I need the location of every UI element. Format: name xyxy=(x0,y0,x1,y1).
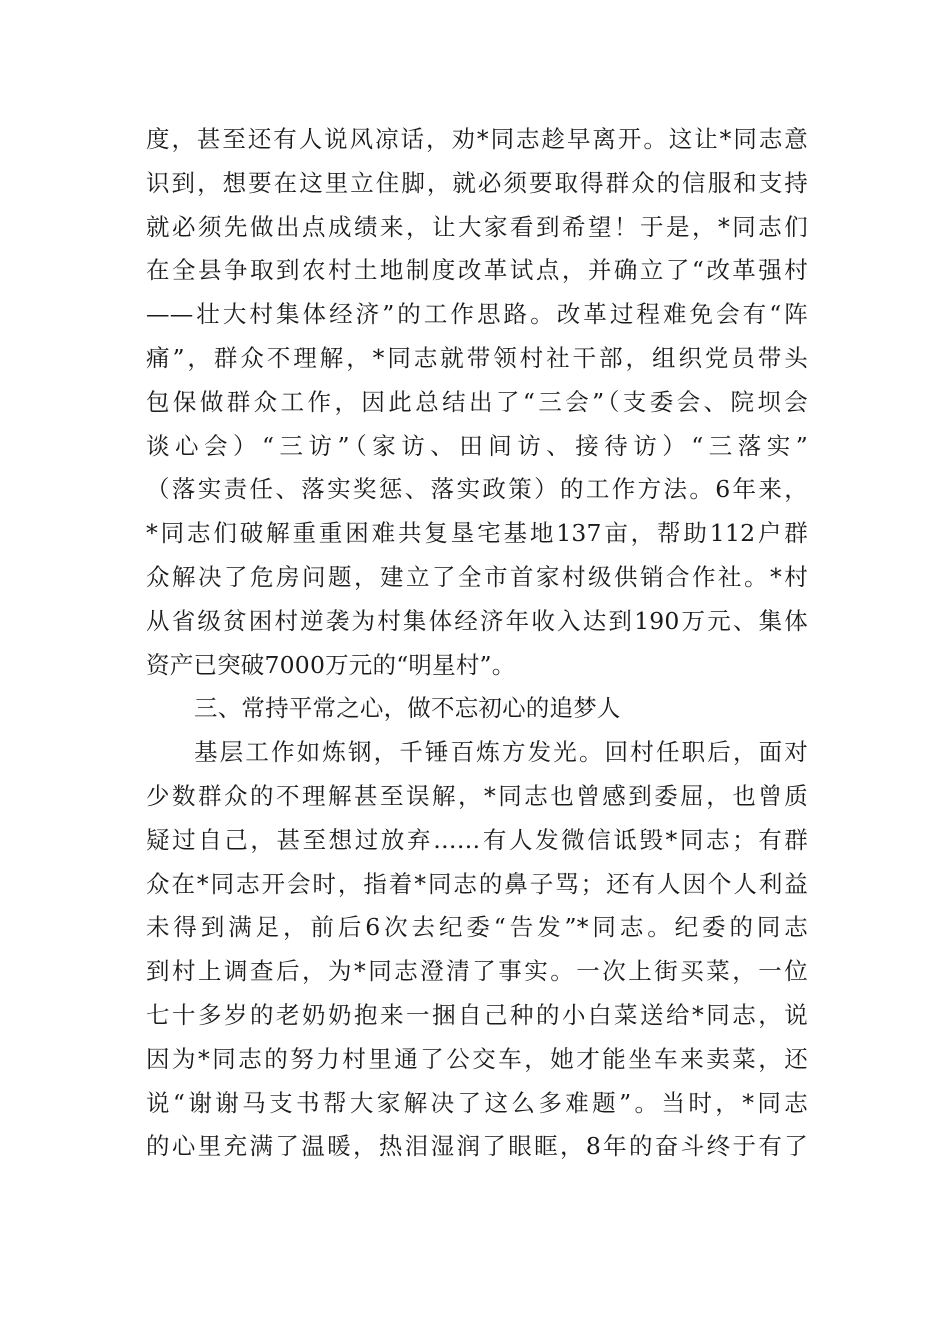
paragraph-line: 基层工作如炼钢，千锤百炼方发光。回村任职后，面对 xyxy=(194,738,808,767)
paragraph-line: 痛”，群众不理解，*同志就带领村社干部，组织党员带头 xyxy=(146,343,808,372)
paragraph-line: 度，甚至还有人说风凉话，劝*同志趁早离开。这让*同志意 xyxy=(146,125,808,153)
paragraph-line: *同志们破解重重困难共复垦宅基地137亩，帮助112户群 xyxy=(146,519,808,548)
paragraph-line: 说“谢谢马支书帮大家解决了这么多难题”。当时，*同志 xyxy=(146,1088,808,1117)
paragraph-line: 包保做群众工作，因此总结出了“三会”（支委会、院坝会 xyxy=(146,387,808,416)
paragraph-line: 从省级贫困村逆袭为村集体经济年收入达到190万元、集体 xyxy=(146,606,808,635)
paragraph-line: ——壮大村集体经济”的工作思路。改革过程难免会有“阵 xyxy=(146,300,808,329)
section-heading: 三、常持平常之心，做不忘初心的追梦人 xyxy=(194,694,621,723)
paragraph-line: 到村上调查后，为*同志澄清了事实。一次上街买菜，一位 xyxy=(146,957,808,986)
paragraph-line: 少数群众的不理解甚至误解，*同志也曾感到委屈，也曾质 xyxy=(146,781,808,810)
paragraph-line: 疑过自己，甚至想过放弃……有人发微信诋毁*同志；有群 xyxy=(146,825,808,854)
paragraph-line: 在全县争取到农村土地制度改革试点，并确立了“改革强村 xyxy=(146,256,808,285)
paragraph-line: 未得到满足，前后6次去纪委“告发”*同志。纪委的同志 xyxy=(146,913,808,942)
paragraph-line: 七十多岁的老奶奶抱来一捆自己种的小白菜送给*同志，说 xyxy=(146,1000,808,1029)
paragraph-line: 资产已突破7000万元的“明星村”。 xyxy=(146,650,516,679)
paragraph-line: 识到，想要在这里立住脚，就必须要取得群众的信服和支持 xyxy=(146,168,808,197)
paragraph-line: 就必须先做出点成绩来，让大家看到希望！于是，*同志们 xyxy=(146,212,808,241)
paragraph-line: 谈心会）“三访”（家访、田间访、接待访）“三落实” xyxy=(146,431,808,460)
paragraph-line: （落实责任、落实奖惩、落实政策）的工作方法。6年来， xyxy=(146,475,808,504)
document-body xyxy=(146,118,808,1169)
paragraph-line: 众在*同志开会时，指着*同志的鼻子骂；还有人因个人利益 xyxy=(146,869,808,898)
paragraph-line: 的心里充满了温暖，热泪湿润了眼眶，8年的奋斗终于有了 xyxy=(146,1132,808,1161)
paragraph-line: 因为*同志的努力村里通了公交车，她才能坐车来卖菜，还 xyxy=(146,1044,808,1073)
paragraph-line: 众解决了危房问题，建立了全市首家村级供销合作社。*村 xyxy=(146,562,808,591)
